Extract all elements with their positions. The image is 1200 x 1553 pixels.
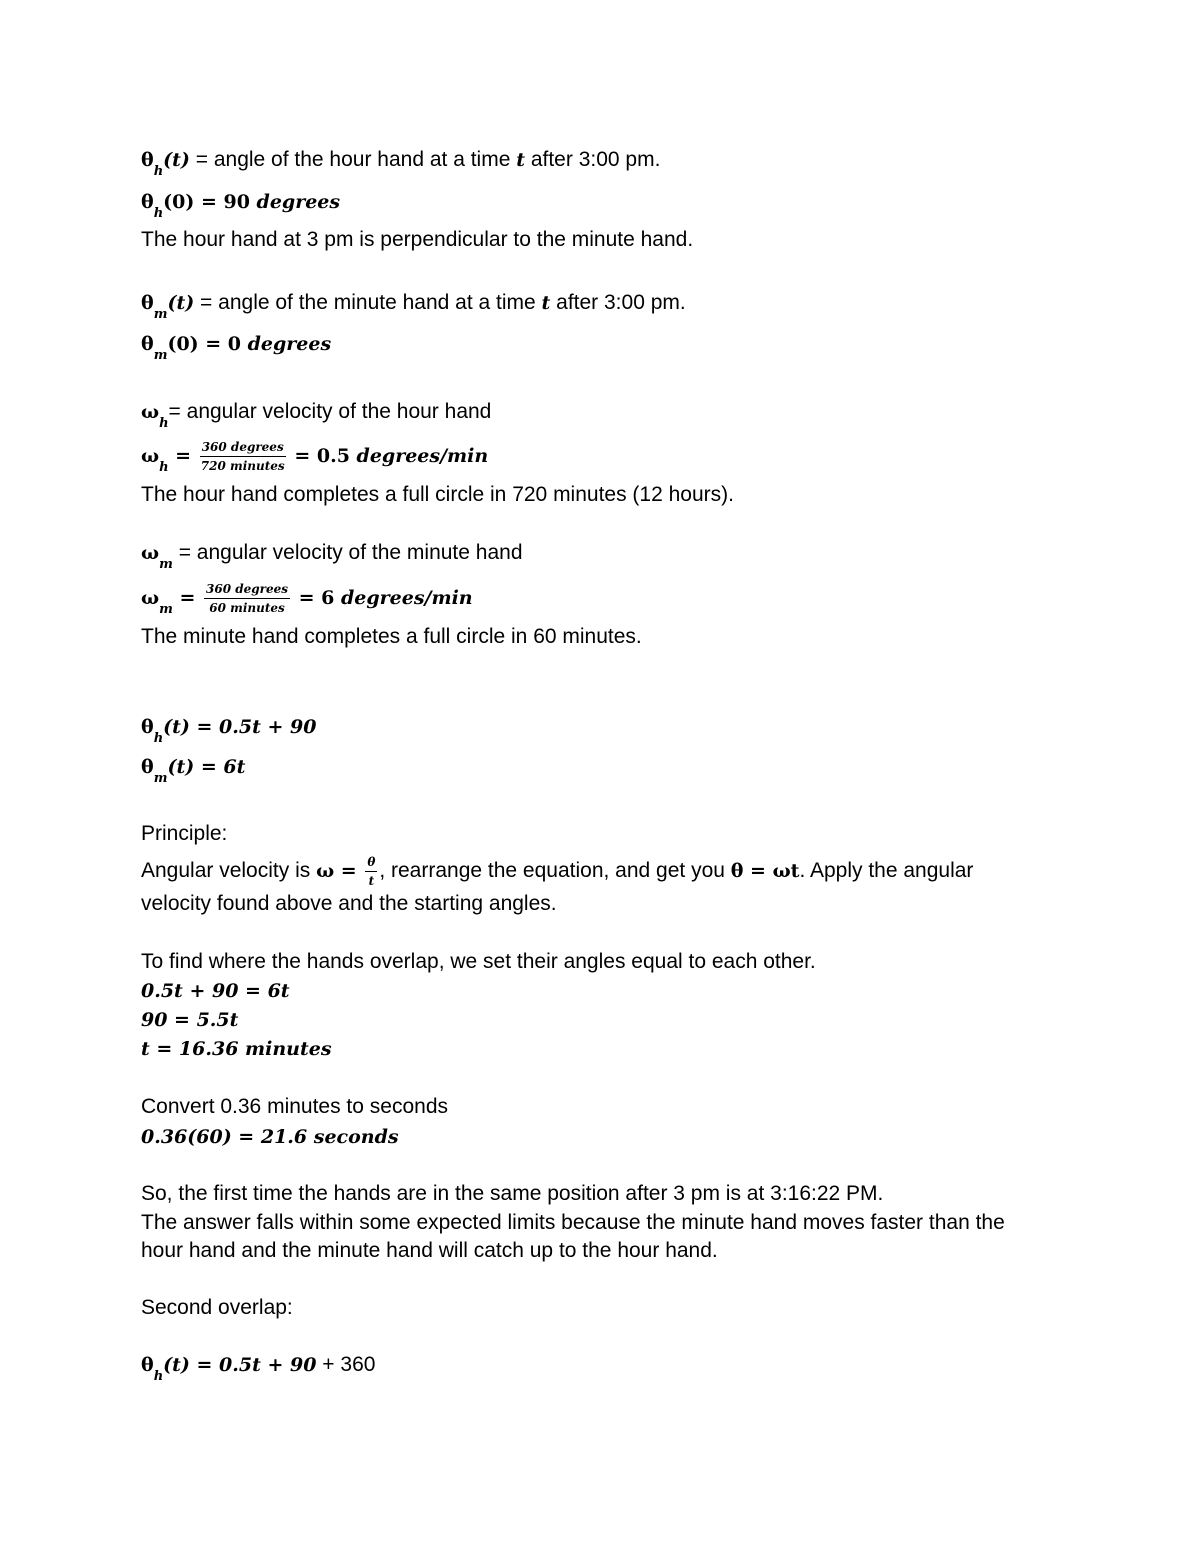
subscript-h: h <box>153 731 164 746</box>
fraction-denominator: t <box>368 874 375 888</box>
unit-degrees-per-min: degrees/min <box>341 587 473 610</box>
overlap-simplified: 90 = 5.5t <box>141 1009 239 1031</box>
unit-minutes: minutes <box>245 1038 332 1060</box>
hour-hand-note: The hour hand at 3 pm is perpendicular to the minute hand. <box>141 228 694 251</box>
hour-hand-full-circle-note: The hour hand completes a full circle in 720 minutes (12 hours). <box>141 483 734 506</box>
overlap-intro: To find where the hands overlap, we set their angles equal to each other. <box>141 950 816 973</box>
definition-text: = angular velocity of the hour hand <box>168 400 492 423</box>
second-overlap-heading: Second overlap: <box>141 1296 293 1319</box>
plus-360-text: + 360 <box>316 1353 376 1376</box>
fraction-numerator: 360 degrees <box>200 440 286 457</box>
overlap-solution <box>141 1036 332 1062</box>
overlap-equation: 0.5t + 90 = 6t <box>141 980 290 1002</box>
definition-text-end: after 3:00 pm. <box>550 291 686 314</box>
unit-degrees-per-min: degrees/min <box>356 445 489 468</box>
subscript-m: m <box>159 602 173 618</box>
subscript-m: m <box>153 348 168 363</box>
theta-symbol: θ <box>141 292 154 314</box>
subscript-h: h <box>159 460 169 476</box>
theta-symbol: θ <box>141 1354 154 1376</box>
theta-equation: θ = ωt <box>730 860 800 883</box>
subscript-m: m <box>159 557 173 572</box>
omega-symbol: ω <box>141 401 160 423</box>
hour-hand-initial-angle <box>141 189 341 221</box>
definition-text-end: after 3:00 pm. <box>525 148 661 171</box>
subscript-m: m <box>153 307 168 322</box>
definition-text: = angle of the minute hand at a time <box>194 291 542 314</box>
definition-text: = angular velocity of the minute hand <box>172 541 523 564</box>
fraction <box>204 582 290 615</box>
time-variable: t <box>516 149 525 171</box>
fraction <box>365 855 377 888</box>
principle-text: Angular velocity is <box>141 859 317 883</box>
solution-value: t = 16.36 <box>141 1038 246 1060</box>
hour-angular-velocity-equation <box>141 440 489 476</box>
convert-equation <box>141 1124 399 1150</box>
hour-angular-velocity-definition <box>141 399 492 431</box>
unit-degrees: degrees <box>256 191 341 213</box>
minute-hand-initial-angle <box>141 331 332 363</box>
omega-symbol: ω <box>141 445 160 468</box>
subscript-h: h <box>153 206 164 221</box>
minute-angular-velocity-equation <box>141 582 473 618</box>
equation-result: = 0.5 <box>287 445 357 468</box>
theta-symbol: θ <box>141 756 154 778</box>
function-argument: (t) <box>167 292 195 314</box>
hour-hand-angle-definition <box>141 147 661 179</box>
subscript-h: h <box>153 164 164 179</box>
explanation-line-2: hour hand and the minute hand will catch up to the hour hand. <box>141 1239 718 1262</box>
conversion-value: 0.36(60) = 21.6 <box>141 1126 314 1148</box>
fraction-denominator: 720 minutes <box>200 459 285 473</box>
fraction-denominator: 60 minutes <box>209 601 285 615</box>
definition-text: = angle of the hour hand at a time <box>189 148 517 171</box>
principle-text-middle: , rearrange the equation, and get you <box>379 859 731 883</box>
equation-result: = 6 <box>292 587 341 610</box>
minute-angular-velocity-definition <box>141 540 523 572</box>
unit-degrees: degrees <box>247 333 332 355</box>
omega-symbol: ω <box>141 542 160 564</box>
unit-seconds: seconds <box>313 1126 399 1148</box>
equals-sign: = <box>172 587 203 610</box>
omega-equation: ω = <box>316 860 364 883</box>
equation-body: (t) = 6t <box>167 756 246 778</box>
minute-hand-full-circle-note: The minute hand completes a full circle in 60 minutes. <box>141 625 642 648</box>
principle-statement <box>141 855 973 888</box>
subscript-m: m <box>153 771 168 786</box>
principle-text-end: . Apply the angular <box>799 859 974 883</box>
theta-symbol: θ <box>141 333 154 355</box>
explanation-line-1: The answer falls within some expected limits because the minute hand moves faster than the <box>141 1211 1005 1234</box>
theta-symbol: θ <box>141 149 154 171</box>
principle-continuation: velocity found above and the starting angles. <box>141 892 557 915</box>
minute-hand-angle-definition <box>141 290 686 322</box>
time-variable: t <box>541 292 551 314</box>
first-overlap-result: So, the first time the hands are in the same position after 3 pm is at 3:16:22 PM. <box>141 1182 884 1205</box>
omega-symbol: ω <box>141 587 160 610</box>
subscript-h: h <box>159 416 169 431</box>
equation-body: (0) = 90 <box>163 191 257 213</box>
theta-symbol: θ <box>141 716 154 738</box>
equation-body: (0) = 0 <box>167 333 248 355</box>
second-overlap-equation <box>141 1352 376 1384</box>
subscript-h: h <box>153 1369 164 1384</box>
equals-sign: = <box>168 445 198 468</box>
equation-body: (t) = 0.5t + 90 <box>163 1354 317 1376</box>
equation-body: (t) = 0.5t + 90 <box>163 716 317 738</box>
minute-hand-angle-function <box>141 754 246 786</box>
hour-hand-angle-function <box>141 714 317 746</box>
fraction-numerator: θ <box>365 855 377 872</box>
fraction <box>200 440 286 473</box>
theta-symbol: θ <box>141 191 154 213</box>
function-argument: (t) <box>163 149 190 171</box>
principle-heading: Principle: <box>141 822 228 845</box>
fraction-numerator: 360 degrees <box>204 582 290 599</box>
convert-heading: Convert 0.36 minutes to seconds <box>141 1095 449 1118</box>
